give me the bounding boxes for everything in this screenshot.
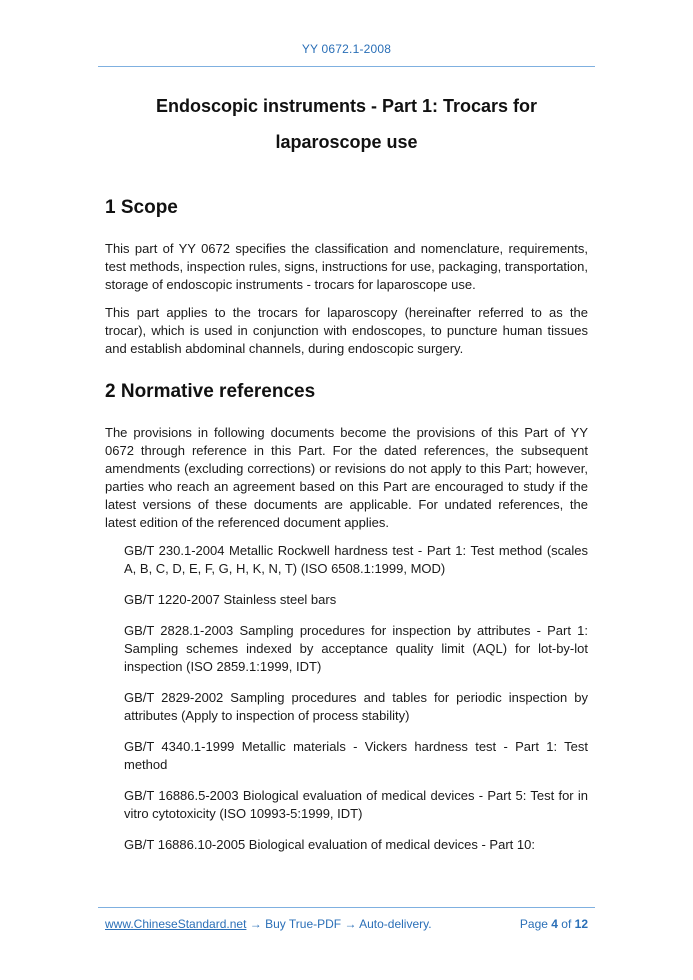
document-body [105, 196, 588, 867]
header-code: YY 0672.1-2008 [301, 42, 392, 56]
footer-divider [98, 907, 595, 908]
references-intro: The provisions in following documents become the provisions of this Part of YY 0672 through reference in this Part. For the dated references, the subsequent amendments (excluding corrections) or revisions do not apply to this Part; however, parties who reach an agreement based on this Part are encouraged to study if the latest versions of these documents are applicable. For undated references, the latest edition of the referenced document applies. [105, 425, 588, 530]
page-indicator [520, 917, 588, 931]
reference-item: GB/T 16886.5-2003 Biological evaluation of medical devices - Part 5: Test for in vitro cytotoxicity (ISO 10993-5:1999, IDT) [124, 788, 588, 821]
reference-list [124, 542, 588, 854]
reference-item: GB/T 4340.1-1999 Metallic materials - Vickers hardness test - Part 1: Test method [124, 739, 588, 772]
page-label: Page [519, 917, 552, 931]
title-line-1: Endoscopic instruments - Part 1: Trocars for [155, 96, 538, 116]
header-divider [98, 66, 595, 67]
reference-item: GB/T 2829-2002 Sampling procedures and tables for periodic inspection by attributes (Apply to inspection of process stability) [124, 690, 588, 723]
title-line-2: laparoscope use [275, 132, 418, 152]
scope-paragraph: This part applies to the trocars for laparoscopy (hereinafter referred to as the trocar), which is used in conjunction with endoscopes, to puncture human tissues and establish abdominal channels, during endoscopic surgery. [105, 305, 588, 356]
page-of: of [557, 917, 575, 931]
page-current: 4 [551, 917, 558, 931]
reference-item: GB/T 1220-2007 Stainless steel bars [124, 592, 337, 607]
section-2-heading: 2 Normative references [105, 381, 316, 402]
reference-item: GB/T 230.1-2004 Metallic Rockwell hardness test - Part 1: Test method (scales A, B, C, D, E, F, G, H, K, N, T) (ISO 6508.1:1999, MOD) [124, 543, 588, 576]
footer-tagline: → Buy True-PDF → Auto-delivery. [246, 917, 432, 931]
document-title [98, 88, 595, 160]
reference-item: GB/T 2828.1-2003 Sampling procedures for inspection by attributes - Part 1: Sampling schemes indexed by acceptance quality limit (AQL) for lot-by-lot inspection (ISO 2859.1:1999, IDT) [124, 623, 588, 674]
section-1-heading: 1 Scope [105, 197, 178, 218]
page-total: 12 [574, 917, 588, 931]
scope-paragraph: This part of YY 0672 specifies the classification and nomenclature, requirements, test methods, inspection rules, signs, instructions for use, packaging, transportation, storage of endoscopic instruments - trocars for laparoscope use. [105, 241, 588, 292]
footer [105, 917, 588, 931]
website-link[interactable]: www.ChineseStandard.net [105, 917, 247, 931]
reference-item: GB/T 16886.10-2005 Biological evaluation of medical devices - Part 10: [124, 837, 535, 852]
